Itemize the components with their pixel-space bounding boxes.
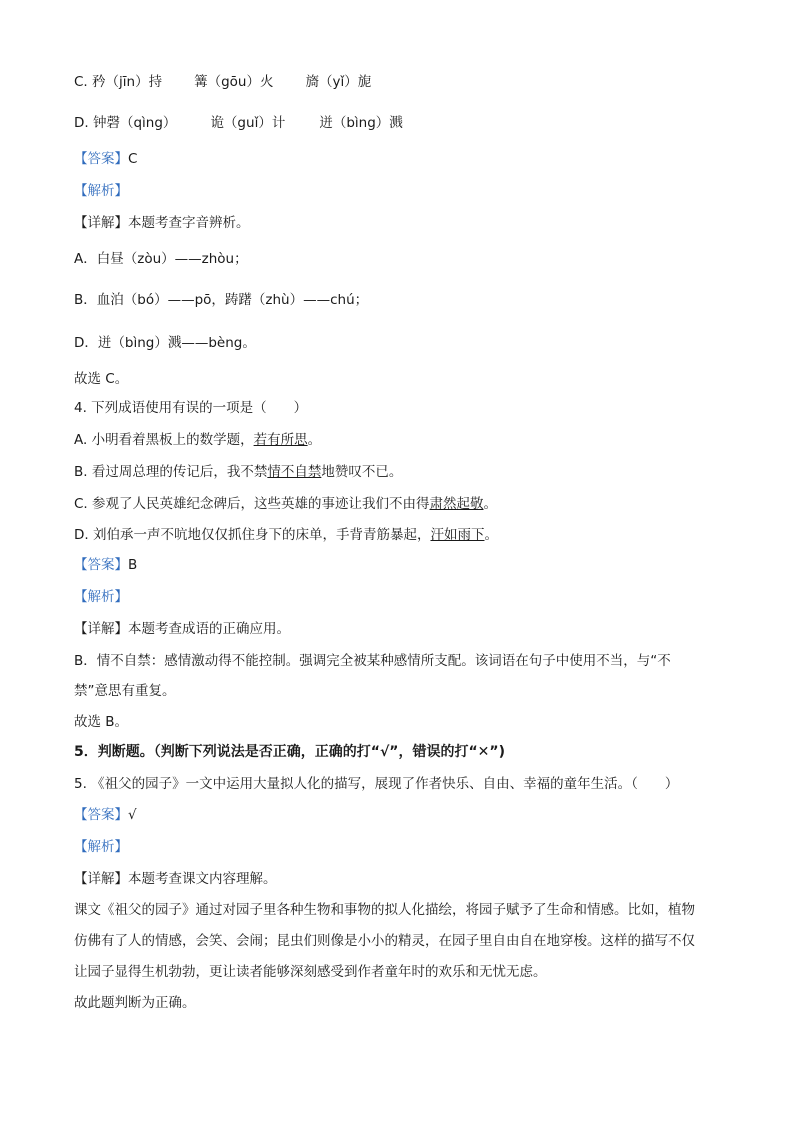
option-c-line [74, 72, 371, 92]
q4-option-a-end: 。 [307, 432, 322, 448]
q4-option-b [74, 462, 402, 482]
option-c-part1: C. 矜（jīn）持 [74, 74, 163, 90]
q4-explain-line2: 禁”意思有重复。 [74, 683, 176, 699]
q4-option-d [74, 525, 498, 545]
detail-text: 本题考查课文内容理解。 [128, 871, 277, 887]
q3-conclusion: 故选 C。 [74, 371, 129, 387]
q4-option-b-end: 地赞叹不已。 [321, 464, 403, 480]
q4-answer [74, 555, 137, 575]
detail-tag: 【详解】 [74, 871, 128, 887]
answer-value: C [128, 151, 138, 167]
q5-analysis-tag: 【解析】 [74, 839, 128, 855]
answer-value: B [128, 557, 138, 573]
detail-tag: 【详解】 [74, 215, 128, 231]
q5-stem: 5. 《祖父的园子》一文中运用大量拟人化的描写，展现了作者快乐、自由、幸福的童年生活。（ ） [74, 776, 679, 792]
q4-option-b-idiom: 情不自禁 [267, 464, 322, 480]
q5-para-line1: 课文《祖父的园子》通过对园子里各种生物和事物的拟人化描绘，将园子赋予了生命和情感。比如，植物 [74, 902, 695, 918]
q3-explain-d: D．迸（bìng）溅——bèng。 [74, 335, 256, 351]
option-c-part2: 篝（gōu）火 [194, 74, 274, 90]
answer-tag: 【答案】 [74, 807, 128, 823]
q4-stem: 4. 下列成语使用有误的一项是（ ） [74, 400, 308, 416]
q3-answer [74, 149, 137, 169]
q3-explain-b: B．血泊（bó）——pō，踌躇（zhù）——chú； [74, 292, 369, 308]
q4-analysis-tag: 【解析】 [74, 589, 128, 605]
detail-tag: 【详解】 [74, 621, 128, 637]
q5-para-line3: 让园子显得生机勃勃，更让读者能够深刻感受到作者童年时的欢乐和无忧无虑。 [74, 964, 547, 980]
section-5-heading: 5．判断题。（判断下列说法是否正确，正确的打“√”，错误的打“✕”) [74, 744, 506, 760]
q3-analysis-tag: 【解析】 [74, 183, 128, 199]
q5-para-line2: 仿佛有了人的情感，会笑、会闹；昆虫们则像是小小的精灵，在园子里自由自在地穿梭。这样的描写不仅 [74, 933, 695, 949]
q4-option-c-text: C. 参观了人民英雄纪念碑后，这些英雄的事迹让我们不由得 [74, 496, 430, 512]
q4-detail [74, 619, 290, 639]
q4-option-b-text: B. 看过周总理的传记后，我不禁 [74, 464, 268, 480]
option-d-part2: 诡（guǐ）计 [210, 115, 286, 131]
detail-text: 本题考查字音辨析。 [128, 215, 250, 231]
q4-option-d-text: D. 刘伯承一声不吭地仅仅抓住身下的床单，手背青筋暴起， [74, 527, 431, 543]
q5-conclusion: 故此题判断为正确。 [74, 995, 196, 1011]
q4-option-a-idiom: 若有所思 [253, 432, 308, 448]
q4-option-d-idiom: 汗如雨下 [430, 527, 485, 543]
answer-tag: 【答案】 [74, 557, 128, 573]
q4-option-a [74, 430, 321, 450]
q4-option-c [74, 494, 497, 514]
option-d-part3: 迸（bìng）溅 [319, 115, 403, 131]
q4-option-a-text: A. 小明看着黑板上的数学题， [74, 432, 254, 448]
option-d-line [74, 113, 403, 133]
q4-explain-line1: B．情不自禁：感情激动得不能控制。强调完全被某种感情所支配。该词语在句子中使用不当，与“不 [74, 653, 671, 669]
q5-answer [74, 805, 137, 825]
q4-option-c-end: 。 [483, 496, 498, 512]
detail-text: 本题考查成语的正确应用。 [128, 621, 290, 637]
q3-detail [74, 213, 250, 233]
q4-option-d-end: 。 [484, 527, 498, 543]
option-d-part1: D. 钟磬（qìng） [74, 115, 177, 131]
answer-value: √ [128, 807, 137, 823]
q4-conclusion: 故选 B。 [74, 714, 129, 730]
option-c-part3: 旖（yǐ）旎 [305, 74, 372, 90]
q3-explain-a: A．白昼（zòu）——zhòu； [74, 251, 248, 267]
q5-detail [74, 869, 277, 889]
answer-tag: 【答案】 [74, 151, 128, 167]
q4-option-c-idiom: 肃然起敬 [429, 496, 484, 512]
